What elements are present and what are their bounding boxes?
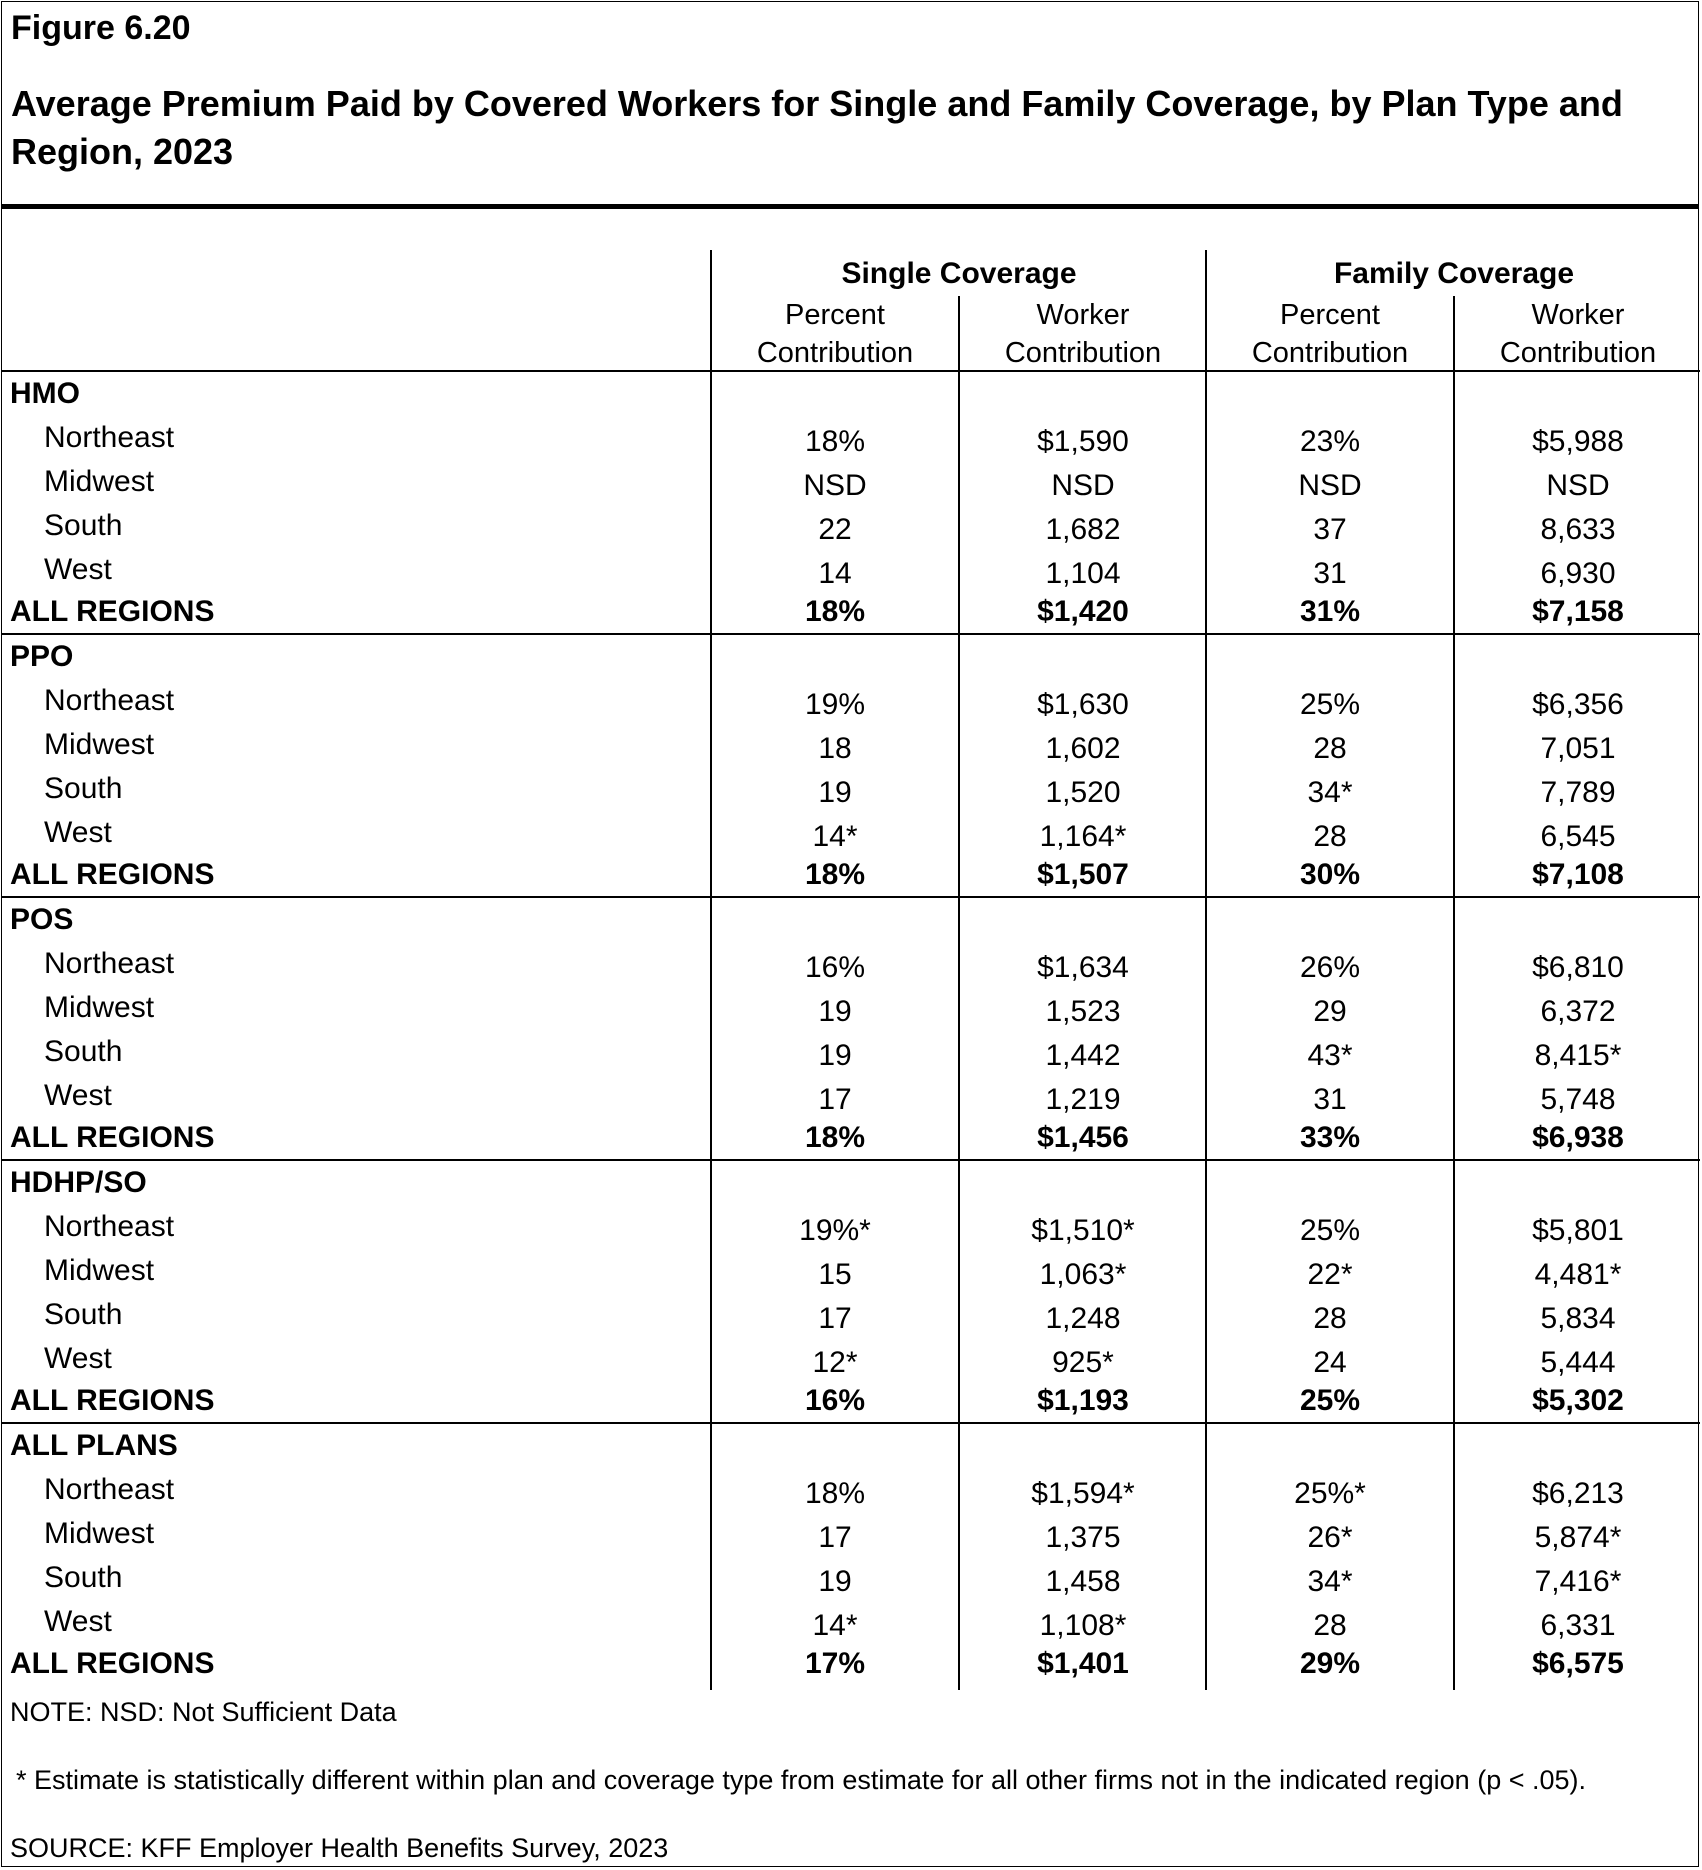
family-percent-cell: 33% (1299, 1121, 1361, 1154)
single-worker-cell: 1,104 (1045, 557, 1121, 590)
header-line: Contribution (1004, 337, 1162, 369)
family-worker-cell: 4,481* (1534, 1258, 1622, 1291)
header-line: Contribution (1499, 337, 1657, 369)
family-worker-cell: $6,213 (1532, 1477, 1624, 1510)
family-percent-cell: 22* (1307, 1258, 1353, 1291)
header-line: Percent (1280, 299, 1380, 331)
header-line: Worker (1036, 299, 1130, 331)
family-worker-cell: 5,444 (1540, 1346, 1616, 1379)
single-percent-cell: 15 (818, 1258, 852, 1291)
table-row (2, 679, 1700, 723)
family-percent-cell: 23% (1299, 425, 1361, 458)
family-percent-cell: 28 (1313, 732, 1347, 765)
single-percent-cell: 19 (818, 1565, 852, 1598)
single-percent-cell: 14* (812, 820, 858, 853)
single-worker-cell: 1,219 (1045, 1083, 1121, 1116)
family-percent-cell: 25% (1299, 1214, 1361, 1247)
single-percent-cell: 17 (818, 1521, 852, 1554)
single-percent-cell: 14* (812, 1609, 858, 1642)
single-percent-cell: 14 (818, 557, 852, 590)
plan-label: ALL PLANS (10, 1429, 178, 1462)
region-label: South (44, 1561, 123, 1594)
single-percent-cell: 18% (804, 425, 866, 458)
family-worker-cell: $6,356 (1532, 688, 1624, 721)
region-label: Midwest (44, 1254, 155, 1287)
table-row (2, 767, 1700, 811)
table-row (2, 1600, 1700, 1644)
section-row-ppo (2, 635, 1700, 679)
family-worker-cell: $5,988 (1532, 425, 1624, 458)
family-percent-cell: 28 (1313, 1609, 1347, 1642)
single-percent-cell: 19 (818, 776, 852, 809)
single-worker-header (960, 296, 1206, 376)
asterisk-note: * Estimate is statistically different within plan and coverage type from estimate for all other firms not in the indicated region (p < .05). (16, 1765, 1587, 1795)
single-worker-cell: 1,458 (1045, 1565, 1121, 1598)
single-worker-cell: 1,682 (1045, 513, 1121, 546)
region-label: Northeast (44, 421, 175, 454)
figure-frame (1, 1, 1699, 1867)
family-worker-cell: $6,938 (1532, 1121, 1624, 1154)
single-worker-cell: 1,520 (1045, 776, 1121, 809)
region-label: South (44, 1035, 123, 1068)
single-worker-cell: NSD (1051, 469, 1115, 502)
table-row (2, 1468, 1700, 1512)
single-worker-cell: 1,248 (1045, 1302, 1121, 1335)
single-worker-cell: 1,523 (1045, 995, 1121, 1028)
family-percent-cell: 28 (1313, 1302, 1347, 1335)
family-percent-cell: 31% (1299, 595, 1361, 628)
region-label: Northeast (44, 1473, 175, 1506)
family-percent-cell: 31 (1313, 557, 1347, 590)
family-percent-cell: 25%* (1294, 1477, 1366, 1510)
family-worker-cell: 7,051 (1540, 732, 1616, 765)
family-worker-cell: 8,633 (1540, 513, 1616, 546)
family-worker-cell: 5,874* (1534, 1521, 1622, 1554)
single-percent-cell: 17% (804, 1647, 866, 1680)
table-row (2, 942, 1700, 986)
total-label: ALL REGIONS (10, 1121, 215, 1154)
nsd-note: NOTE: NSD: Not Sufficient Data (10, 1697, 397, 1727)
single-percent-cell: 17 (818, 1083, 852, 1116)
figure-label: Figure 6.20 (11, 9, 191, 47)
single-percent-cell: 19 (818, 995, 852, 1028)
total-label: ALL REGIONS (10, 1647, 215, 1680)
region-label: West (44, 816, 112, 849)
family-worker-cell: 5,834 (1540, 1302, 1616, 1335)
region-label: West (44, 1079, 112, 1112)
single-percent-cell: 18% (804, 595, 866, 628)
single-percent-cell: 19% (804, 688, 866, 721)
header-line: Contribution (1251, 337, 1409, 369)
family-percent-cell: 43* (1307, 1039, 1353, 1072)
region-label: Midwest (44, 465, 155, 498)
table-row (2, 504, 1700, 548)
region-label: South (44, 1298, 123, 1331)
single-worker-cell: 1,063* (1039, 1258, 1127, 1291)
section-row-pos (2, 898, 1700, 942)
table-row (2, 1337, 1700, 1381)
single-percent-cell: 17 (818, 1302, 852, 1335)
region-label: Northeast (44, 947, 175, 980)
family-worker-cell: $5,801 (1532, 1214, 1624, 1247)
region-label: Midwest (44, 728, 155, 761)
table-row (2, 1074, 1700, 1118)
family-worker-cell: 6,372 (1540, 995, 1616, 1028)
title-divider (2, 204, 1698, 209)
total-row (2, 1379, 1700, 1423)
single-worker-cell: $1,420 (1037, 595, 1129, 628)
single-worker-cell: $1,507 (1037, 858, 1129, 891)
source-note: SOURCE: KFF Employer Health Benefits Survey, 2023 (10, 1833, 669, 1863)
family-percent-cell: 31 (1313, 1083, 1347, 1116)
family-worker-cell: 6,545 (1540, 820, 1616, 853)
table-row (2, 811, 1700, 855)
table-row (2, 548, 1700, 592)
single-worker-cell: $1,193 (1037, 1384, 1129, 1417)
header-line: Percent (785, 299, 885, 331)
table-row (2, 723, 1700, 767)
family-percent-header (1207, 296, 1453, 376)
table-row (2, 1249, 1700, 1293)
single-percent-cell: 19 (818, 1039, 852, 1072)
single-percent-header (712, 296, 958, 376)
family-worker-cell: NSD (1546, 469, 1610, 502)
single-percent-cell: 16% (804, 1384, 866, 1417)
region-label: West (44, 1605, 112, 1638)
header-line: Contribution (756, 337, 914, 369)
family-worker-cell: $5,302 (1532, 1384, 1624, 1417)
family-worker-cell: $7,108 (1532, 858, 1624, 891)
family-percent-cell: 26% (1299, 951, 1361, 984)
section-row-all-plans (2, 1424, 1700, 1468)
table-row (2, 460, 1700, 504)
single-worker-cell: $1,594* (1031, 1477, 1135, 1510)
single-worker-cell: 925* (1052, 1346, 1114, 1379)
family-worker-header (1455, 296, 1701, 376)
single-percent-cell: 18% (804, 1477, 866, 1510)
family-percent-cell: 25% (1299, 688, 1361, 721)
region-label: Northeast (44, 1210, 175, 1243)
family-percent-cell: 34* (1307, 1565, 1353, 1598)
family-worker-cell: $7,158 (1532, 595, 1624, 628)
single-percent-cell: 16% (804, 951, 866, 984)
family-worker-cell: $6,575 (1532, 1647, 1624, 1680)
plan-label: HMO (10, 377, 80, 410)
table-row (2, 1293, 1700, 1337)
table-row (2, 1556, 1700, 1600)
single-percent-cell: 19%* (799, 1214, 871, 1247)
single-worker-cell: 1,164* (1039, 820, 1127, 853)
single-percent-cell: NSD (803, 469, 867, 502)
family-worker-cell: 6,331 (1540, 1609, 1616, 1642)
family-percent-cell: 25% (1299, 1384, 1361, 1417)
family-coverage-header: Family Coverage (1333, 257, 1575, 290)
region-label: Midwest (44, 1517, 155, 1550)
single-percent-cell: 18 (818, 732, 852, 765)
table-row (2, 986, 1700, 1030)
header-line: Worker (1531, 299, 1625, 331)
region-label: South (44, 772, 123, 805)
family-percent-cell: NSD (1298, 469, 1362, 502)
family-percent-cell: 29% (1299, 1647, 1361, 1680)
region-label: West (44, 553, 112, 586)
region-label: South (44, 509, 123, 542)
total-label: ALL REGIONS (10, 858, 215, 891)
single-worker-cell: 1,442 (1045, 1039, 1121, 1072)
family-worker-cell: $6,810 (1532, 951, 1624, 984)
plan-label: PPO (10, 640, 74, 673)
family-percent-cell: 28 (1313, 820, 1347, 853)
region-label: Midwest (44, 991, 155, 1024)
table-row (2, 1512, 1700, 1556)
family-worker-cell: 5,748 (1540, 1083, 1616, 1116)
family-percent-cell: 24 (1313, 1346, 1347, 1379)
plan-label: POS (10, 903, 74, 936)
single-worker-cell: 1,108* (1039, 1609, 1127, 1642)
single-coverage-header: Single Coverage (841, 257, 1077, 290)
table-row (2, 1205, 1700, 1249)
section-row-hmo (2, 372, 1700, 416)
section-row-hdhp-so (2, 1161, 1700, 1205)
region-label: Northeast (44, 684, 175, 717)
total-row (2, 853, 1700, 897)
family-percent-cell: 34* (1307, 776, 1353, 809)
single-worker-cell: $1,510* (1031, 1214, 1135, 1247)
single-worker-cell: 1,375 (1045, 1521, 1121, 1554)
table-row (2, 1030, 1700, 1074)
table-row (2, 416, 1700, 460)
family-percent-cell: 26* (1307, 1521, 1353, 1554)
total-label: ALL REGIONS (10, 1384, 215, 1417)
single-percent-cell: 22 (818, 513, 852, 546)
family-worker-cell: 6,930 (1540, 557, 1616, 590)
total-row (2, 1116, 1700, 1160)
family-worker-cell: 7,789 (1540, 776, 1616, 809)
single-worker-cell: $1,634 (1037, 951, 1129, 984)
single-worker-cell: 1,602 (1045, 732, 1121, 765)
total-label: ALL REGIONS (10, 595, 215, 628)
total-row (2, 1642, 1700, 1686)
family-worker-cell: 7,416* (1534, 1565, 1622, 1598)
single-percent-cell: 18% (804, 1121, 866, 1154)
family-percent-cell: 37 (1313, 513, 1347, 546)
family-worker-cell: 8,415* (1534, 1039, 1622, 1072)
single-worker-cell: $1,401 (1037, 1647, 1129, 1680)
single-worker-cell: $1,590 (1037, 425, 1129, 458)
plan-label: HDHP/SO (10, 1166, 147, 1199)
region-label: West (44, 1342, 112, 1375)
total-row (2, 590, 1700, 634)
single-percent-cell: 12* (812, 1346, 858, 1379)
family-percent-cell: 29 (1313, 995, 1347, 1028)
figure-title: Average Premium Paid by Covered Workers for Single and Family Coverage, by Plan Type and Region, 2023 (11, 83, 1623, 172)
single-percent-cell: 18% (804, 858, 866, 891)
family-percent-cell: 30% (1299, 858, 1361, 891)
single-worker-cell: $1,630 (1037, 688, 1129, 721)
single-worker-cell: $1,456 (1037, 1121, 1129, 1154)
